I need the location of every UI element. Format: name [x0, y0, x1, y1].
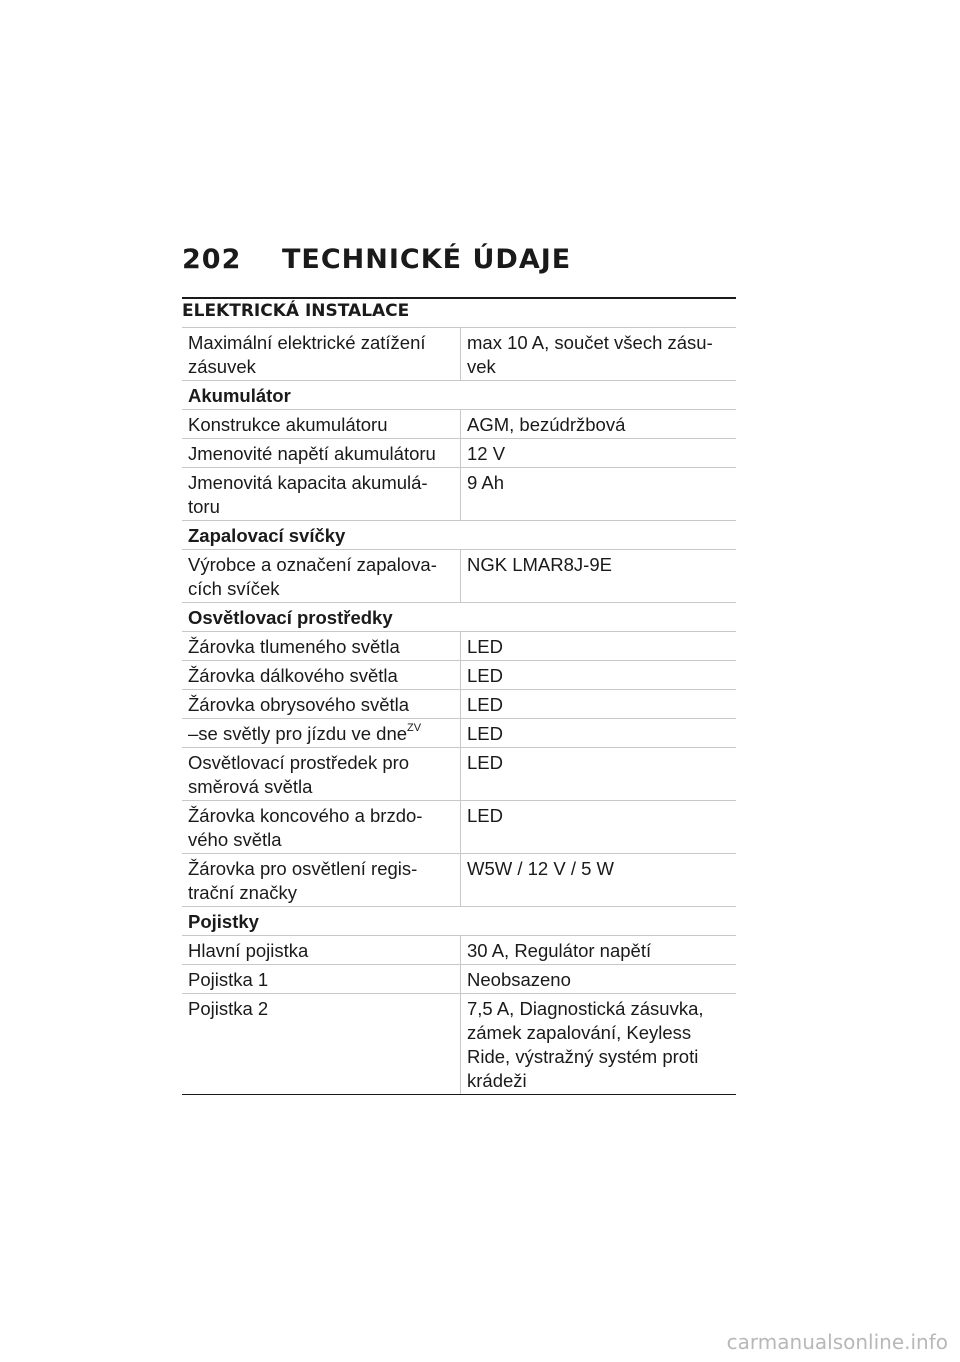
spec-value: LED — [461, 632, 737, 661]
spec-label: –se světly pro jízdu ve dne — [188, 723, 408, 744]
spec-label: Konstrukce akumulátoru — [188, 414, 388, 435]
spec-value: LED — [461, 690, 737, 719]
spec-row — [182, 550, 736, 603]
spec-label: Hlavní pojistka — [188, 940, 309, 961]
spec-row — [182, 632, 736, 661]
spec-value: LED — [461, 719, 737, 748]
spec-label: Žárovka koncového a brzdo-vého světla — [188, 805, 423, 850]
spec-row — [182, 936, 736, 965]
spec-label-cell — [182, 328, 461, 381]
page-number: 202 — [182, 244, 242, 275]
spec-row — [182, 690, 736, 719]
group-header-row — [182, 907, 736, 936]
chapter-title: TECHNICKÉ ÚDAJE — [282, 244, 572, 275]
spec-row — [182, 748, 736, 801]
spec-value: NGK LMAR8J-9E — [461, 550, 737, 603]
group-header-row — [182, 381, 736, 410]
spec-label-cell — [182, 632, 461, 661]
spec-row — [182, 994, 736, 1095]
electrical-section — [182, 297, 736, 1095]
spec-value: LED — [461, 801, 737, 854]
spec-label: Žárovka dálkového světla — [188, 665, 398, 686]
spec-row — [182, 468, 736, 521]
spec-label-cell — [182, 801, 461, 854]
spec-label-cell — [182, 854, 461, 907]
spec-value: 7,5 A, Diagnostická zásuvka, zámek zapalování, Keyless Ride, výstražný systém proti krádeži — [461, 994, 737, 1095]
spec-label: Pojistka 2 — [188, 998, 269, 1019]
page-header — [182, 244, 571, 275]
group-header-row — [182, 603, 736, 632]
spec-value: W5W / 12 V / 5 W — [461, 854, 737, 907]
spec-value: max 10 A, součet všech zásu-vek — [461, 328, 737, 381]
spec-value: 12 V — [461, 439, 737, 468]
spec-label: Jmenovité napětí akumulátoru — [188, 443, 436, 464]
spec-label-cell — [182, 965, 461, 994]
spec-label: Žárovka pro osvětlení regis-trační značky — [188, 858, 418, 903]
group-header: Pojistky — [182, 907, 736, 936]
spec-value: 30 A, Regulátor napětí — [461, 936, 737, 965]
group-header-row — [182, 521, 736, 550]
spec-label-cell — [182, 936, 461, 965]
spec-row — [182, 719, 736, 748]
spec-row — [182, 854, 736, 907]
spec-label: Pojistka 1 — [188, 969, 269, 990]
spec-label-cell — [182, 468, 461, 521]
spec-label-cell — [182, 748, 461, 801]
group-header: Akumulátor — [182, 381, 736, 410]
group-header: Osvětlovací prostředky — [182, 603, 736, 632]
spec-label-cell — [182, 550, 461, 603]
spec-label: Maximální elektrické zatížení zásuvek — [188, 332, 426, 377]
spec-label: Žárovka tlumeného světla — [188, 636, 400, 657]
spec-row — [182, 661, 736, 690]
spec-value: Neobsazeno — [461, 965, 737, 994]
spec-value: 9 Ah — [461, 468, 737, 521]
spec-label: Osvětlovací prostředek pro směrová světla — [188, 752, 410, 797]
spec-label-cell — [182, 410, 461, 439]
spec-label-cell — [182, 719, 461, 748]
spec-label-cell — [182, 439, 461, 468]
spec-row — [182, 410, 736, 439]
spec-row — [182, 439, 736, 468]
spec-label-cell — [182, 690, 461, 719]
spec-label-cell — [182, 994, 461, 1095]
spec-label: Jmenovitá kapacita akumulá-toru — [188, 472, 428, 517]
spec-label: Žárovka obrysového světla — [188, 694, 410, 715]
spec-value: LED — [461, 748, 737, 801]
section-title: ELEKTRICKÁ INSTALACE — [182, 301, 410, 321]
spec-label-cell — [182, 661, 461, 690]
spec-label: Výrobce a označení zapalova-cích svíček — [188, 554, 437, 599]
spec-row — [182, 328, 736, 381]
spec-row — [182, 801, 736, 854]
footnote-marker: ZV — [407, 721, 422, 734]
spec-row — [182, 965, 736, 994]
spec-value: LED — [461, 661, 737, 690]
spec-table — [182, 327, 736, 1095]
group-header: Zapalovací svíčky — [182, 521, 736, 550]
watermark-logo: carmanualsonline.info — [726, 1330, 948, 1354]
spec-value: AGM, bezúdržbová — [461, 410, 737, 439]
